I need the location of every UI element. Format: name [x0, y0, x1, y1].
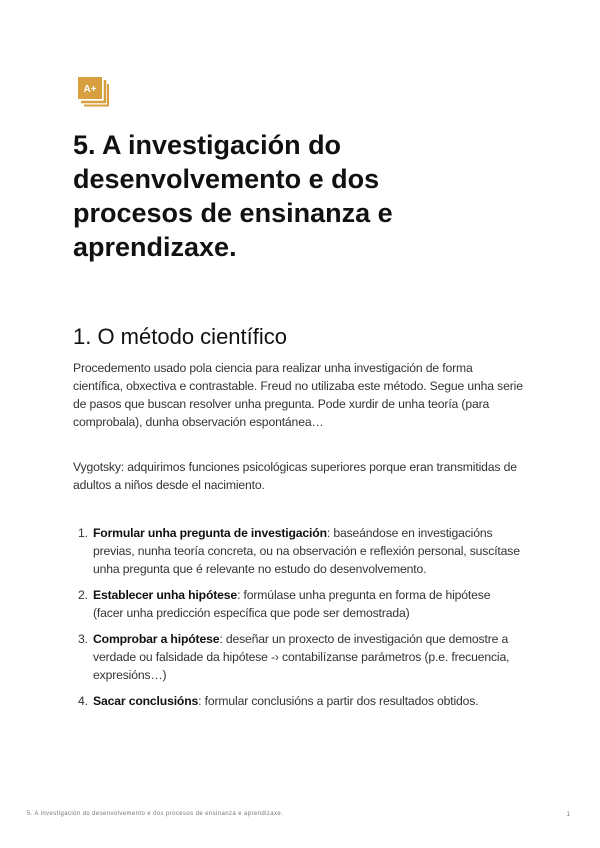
chapter-title: 5. A investigación do desenvolvemento e dos procesos de ensinanza e aprendizaxe. [73, 130, 393, 262]
body-paragraph: Vygotsky: adquirimos funciones psicológicas superiores porque eran transmitidas de adultos a niños desde el nacimiento. [73, 460, 517, 492]
step-term: Sacar conclusións [93, 694, 199, 708]
step-description: : deseñar un proxecto de investigación que demostre a verdade ou falsidade da hipótese -› contabilízanse parámetros (p.e. frecuencia, expresións…) [93, 632, 510, 682]
step-term: Comprobar a hipótese [93, 632, 220, 646]
list-item [73, 524, 523, 578]
page-number: 1 [566, 811, 570, 818]
list-item [73, 586, 523, 622]
logo-text: A+ [83, 84, 97, 95]
list-item [73, 630, 523, 684]
footer-running-title: 5. A investigación do desenvolvemento e dos procesos de ensinanza e aprendizaxe. [27, 811, 284, 817]
step-term: Formular unha pregunta de investigación [93, 526, 327, 540]
step-description: : formular conclusións a partir dos resultados obtidos. [198, 694, 479, 708]
list-number: 3. [78, 632, 88, 646]
step-term: Establecer unha hipótese [93, 588, 238, 602]
step-description: : baseándose en investigacións previas, nunha teoría concreta, ou na observación e reflexión personal, suscítase unha pregunta que é relevante no estudo do desenvolvemento. [93, 526, 520, 576]
section-title: 1. O método científico [73, 324, 287, 349]
list-number: 1. [78, 526, 88, 540]
method-steps-list [73, 524, 523, 718]
body-paragraph: Procedemento usado pola ciencia para realizar unha investigación de forma científica, obxectiva e contrastable. Freud no utilizaba este método. Segue unha serie de pasos que buscan resolver unha pregunta. Pode xurdir de unha teoría (para comprobala), dunha observación espontánea… [73, 361, 523, 429]
list-number: 2. [78, 588, 88, 602]
book-logo-icon [77, 76, 109, 109]
step-description: : formúlase unha pregunta en forma de hipótese (facer unha predicción específica que pode ser demostrada) [93, 588, 491, 620]
list-item [73, 692, 523, 710]
list-number: 4. [78, 694, 88, 708]
